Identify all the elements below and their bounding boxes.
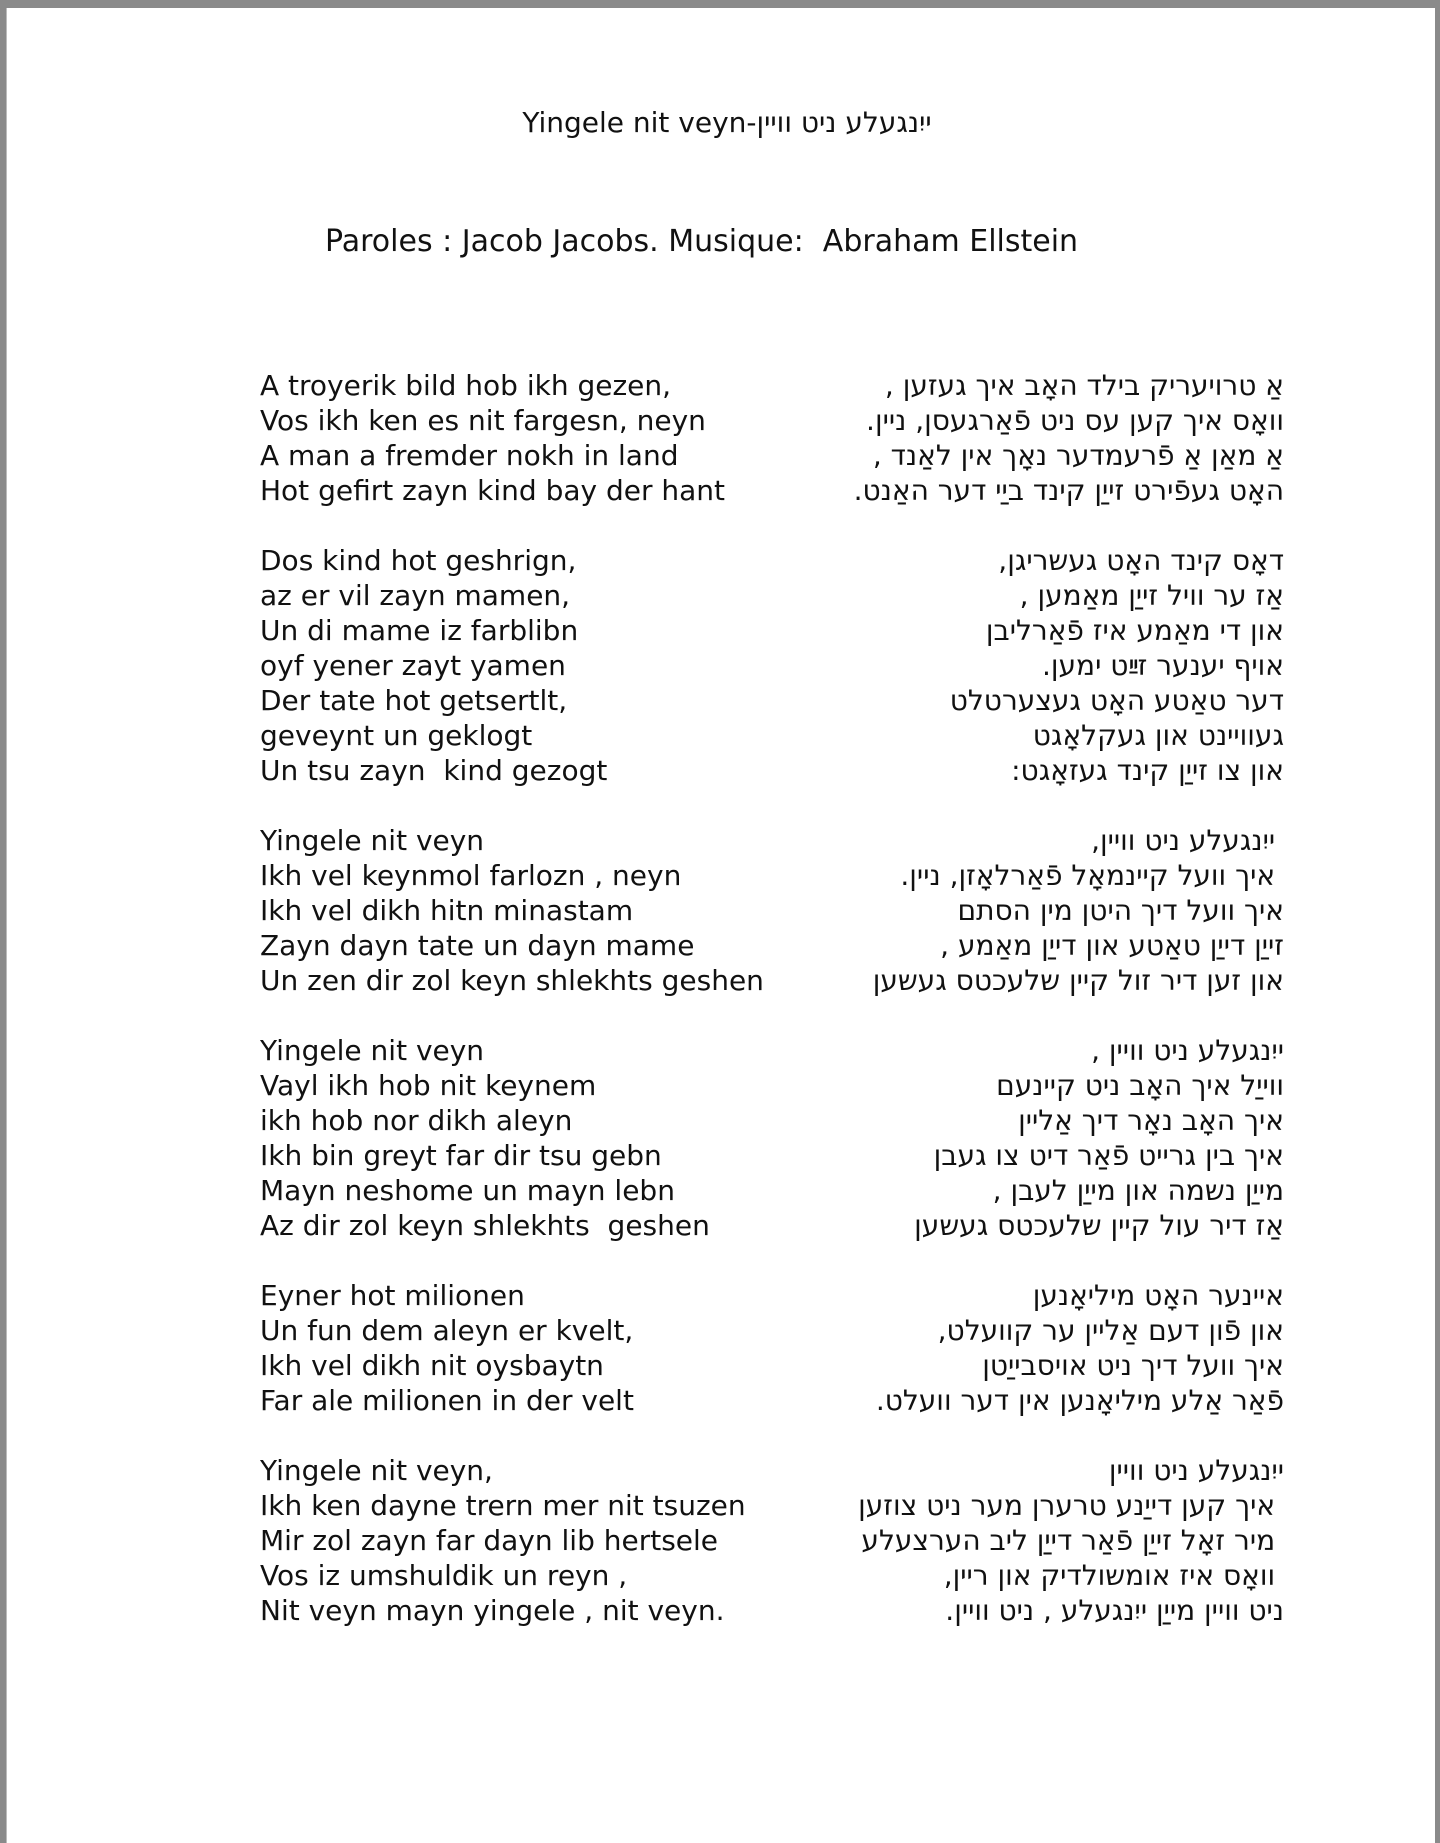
yiddish-text: אויף יענער זײַט ימען.: [1042, 649, 1284, 682]
transliteration-text: az er vil zayn mamen,: [260, 579, 571, 612]
yiddish-text: וואָס איז אומשולדיק און ריין,: [943, 1559, 1284, 1592]
transliteration-text: Nit veyn mayn yingele , nit veyn.: [260, 1594, 725, 1627]
transliteration-text: Mir zol zayn far dayn lib hertsele: [260, 1524, 719, 1557]
lyric-line: [7, 1068, 1435, 1103]
lyric-line: [7, 368, 1435, 403]
lyric-line: [7, 858, 1435, 893]
lyric-line: [7, 578, 1435, 613]
yiddish-text: איינער האָט מיליאָנען: [1032, 1279, 1284, 1312]
stanza: [7, 823, 1435, 998]
lyric-line: [7, 648, 1435, 683]
yiddish-text: אַז ער וויל זייַן מאַמען ,: [1019, 579, 1284, 612]
lyric-line: [7, 1453, 1435, 1488]
lyric-line: [7, 1523, 1435, 1558]
lyric-line: [7, 613, 1435, 648]
yiddish-text: דער טאַטע האָט געצערטלט: [949, 684, 1284, 717]
transliteration-text: oyf yener zayt yamen: [260, 649, 566, 682]
transliteration-text: Un tsu zayn kind gezogt: [260, 754, 608, 787]
yiddish-text: אַז דיר עול קיין שלעכטס געשען: [914, 1209, 1284, 1242]
lyric-line: [7, 1033, 1435, 1068]
transliteration-text: Eyner hot milionen: [260, 1279, 525, 1312]
page-title: [7, 106, 1435, 140]
lyric-line: [7, 1593, 1435, 1628]
lyric-line: [7, 473, 1435, 508]
transliteration-text: Ikh ken dayne trern mer nit tsuzen: [260, 1489, 746, 1522]
credits-line: Paroles : Jacob Jacobs. Musique: Abraham Ellstein: [325, 224, 1079, 259]
transliteration-text: Vos iz umshuldik un reyn ,: [260, 1559, 628, 1592]
yiddish-text: אַ טרויעריק בילד האָב איך געזען ,: [884, 369, 1284, 402]
lyric-line: [7, 963, 1435, 998]
lyric-line: [7, 1173, 1435, 1208]
yiddish-text: מיר זאָל זייַן פֿאַר דייַן ליב הערצעלע: [861, 1524, 1284, 1557]
transliteration-text: Ikh vel keynmol farlozn , neyn: [260, 859, 682, 892]
transliteration-text: ikh hob nor dikh aleyn: [260, 1104, 573, 1137]
transliteration-text: Der tate hot getsertlt,: [260, 684, 568, 717]
lyric-line: [7, 753, 1435, 788]
yiddish-text: איך וועל דיך ניט אויסבייַטן: [982, 1349, 1284, 1382]
transliteration-text: A troyerik bild hob ikh gezen,: [260, 369, 672, 402]
transliteration-text: Far ale milionen in der velt: [260, 1384, 634, 1417]
lyric-line: [7, 893, 1435, 928]
lyric-line: [7, 438, 1435, 473]
yiddish-text: ווייַל איך האָב ניט קיינעם: [996, 1069, 1284, 1102]
transliteration-text: Yingele nit veyn: [260, 824, 485, 857]
stanza: [7, 1453, 1435, 1628]
yiddish-text: וואָס איך קען עס ניט פֿאַרגעסן, ניין.: [866, 404, 1284, 437]
yiddish-text: פֿאַר אַלע מיליאָנען אין דער וועלט.: [875, 1384, 1284, 1417]
transliteration-text: Ikh bin greyt far dir tsu gebn: [260, 1139, 662, 1172]
yiddish-text: ייִנגעלע ניט וויין ,: [1091, 1034, 1284, 1067]
yiddish-text: האָט געפֿירט זייַן קינד ביַי דער האַנט.: [853, 474, 1284, 507]
transliteration-text: Mayn neshome un mayn lebn: [260, 1174, 675, 1207]
lyric-line: [7, 1558, 1435, 1593]
yiddish-text: און זען דיר זול קיין שלעכטס געשען: [872, 964, 1284, 997]
lyric-line: [7, 1103, 1435, 1138]
transliteration-text: Yingele nit veyn: [260, 1034, 485, 1067]
lyric-line: [7, 1208, 1435, 1243]
stanza: [7, 543, 1435, 788]
stanza: [7, 1278, 1435, 1418]
lyric-line: [7, 823, 1435, 858]
lyric-line: [7, 718, 1435, 753]
yiddish-text: מייַן נשמה און מייַן לעבן ,: [992, 1174, 1284, 1207]
yiddish-text: איך האָב נאָר דיך אַליין: [1018, 1104, 1284, 1137]
lyric-line: [7, 1138, 1435, 1173]
yiddish-text: אַ מאַן אַ פֿרעמדער נאָך אין לאַנד ,: [872, 439, 1284, 472]
transliteration-text: Un fun dem aleyn er kvelt,: [260, 1314, 634, 1347]
yiddish-text: זייַן דייַן טאַטע און דייַן מאַמע ,: [940, 929, 1284, 962]
transliteration-text: Vos ikh ken es nit fargesn, neyn: [260, 404, 706, 437]
yiddish-text: איך בין גרייט פֿאַר דיט צו געבן: [933, 1139, 1284, 1172]
lyric-line: [7, 1313, 1435, 1348]
yiddish-text: געוויינט און געקלאָגט: [1032, 719, 1284, 752]
stanza: [7, 1033, 1435, 1243]
lyric-line: [7, 683, 1435, 718]
transliteration-text: Zayn dayn tate un dayn mame: [260, 929, 695, 962]
lyric-line: [7, 928, 1435, 963]
yiddish-text: און פֿון דעם אַליין ער קוועלט,: [937, 1314, 1284, 1347]
yiddish-text: און צו זייַן קינד געזאָגט:: [1011, 754, 1284, 787]
title-latin: Yingele nit veyn-: [522, 106, 757, 139]
transliteration-text: Dos kind hot geshrign,: [260, 544, 577, 577]
transliteration-text: Az dir zol keyn shlekhts geshen: [260, 1209, 710, 1242]
stanza: [7, 368, 1435, 508]
yiddish-text: ייִנגעלע ניט וויין: [1108, 1454, 1284, 1487]
yiddish-text: ייִנגעלע ניט וויין,: [1091, 824, 1284, 857]
transliteration-text: Un zen dir zol keyn shlekhts geshen: [260, 964, 764, 997]
document-page: [6, 8, 1435, 1843]
transliteration-text: Ikh vel dikh hitn minastam: [260, 894, 634, 927]
yiddish-text: ניט וויין מייַן ייִנגעלע , ניט וויין.: [945, 1594, 1284, 1627]
yiddish-text: איך וועל דיך היטן מין הסתם: [957, 894, 1284, 927]
transliteration-text: A man a fremder nokh in land: [260, 439, 679, 472]
transliteration-text: Ikh vel dikh nit oysbaytn: [260, 1349, 604, 1382]
transliteration-text: Un di mame iz farblibn: [260, 614, 579, 647]
yiddish-text: איך קען דייַנע טרערן מער ניט צוזען: [858, 1489, 1284, 1522]
lyric-line: [7, 1488, 1435, 1523]
lyric-line: [7, 403, 1435, 438]
lyrics-body: [7, 368, 1435, 1663]
yiddish-text: איך וועל קיינמאָל פֿאַרלאָזן, ניין.: [900, 859, 1284, 892]
title-yiddish: ייִנגעלע ניט וויין: [756, 106, 932, 139]
transliteration-text: Vayl ikh hob nit keynem: [260, 1069, 597, 1102]
transliteration-text: Hot gefirt zayn kind bay der hant: [260, 474, 726, 507]
lyric-line: [7, 1383, 1435, 1418]
lyric-line: [7, 543, 1435, 578]
lyric-line: [7, 1278, 1435, 1313]
lyric-line: [7, 1348, 1435, 1383]
transliteration-text: geveynt un geklogt: [260, 719, 533, 752]
yiddish-text: דאָס קינד האָט געשריגן,: [998, 544, 1284, 577]
transliteration-text: Yingele nit veyn,: [260, 1454, 493, 1487]
yiddish-text: און די מאַמע איז פֿאַרליבן: [985, 614, 1284, 647]
